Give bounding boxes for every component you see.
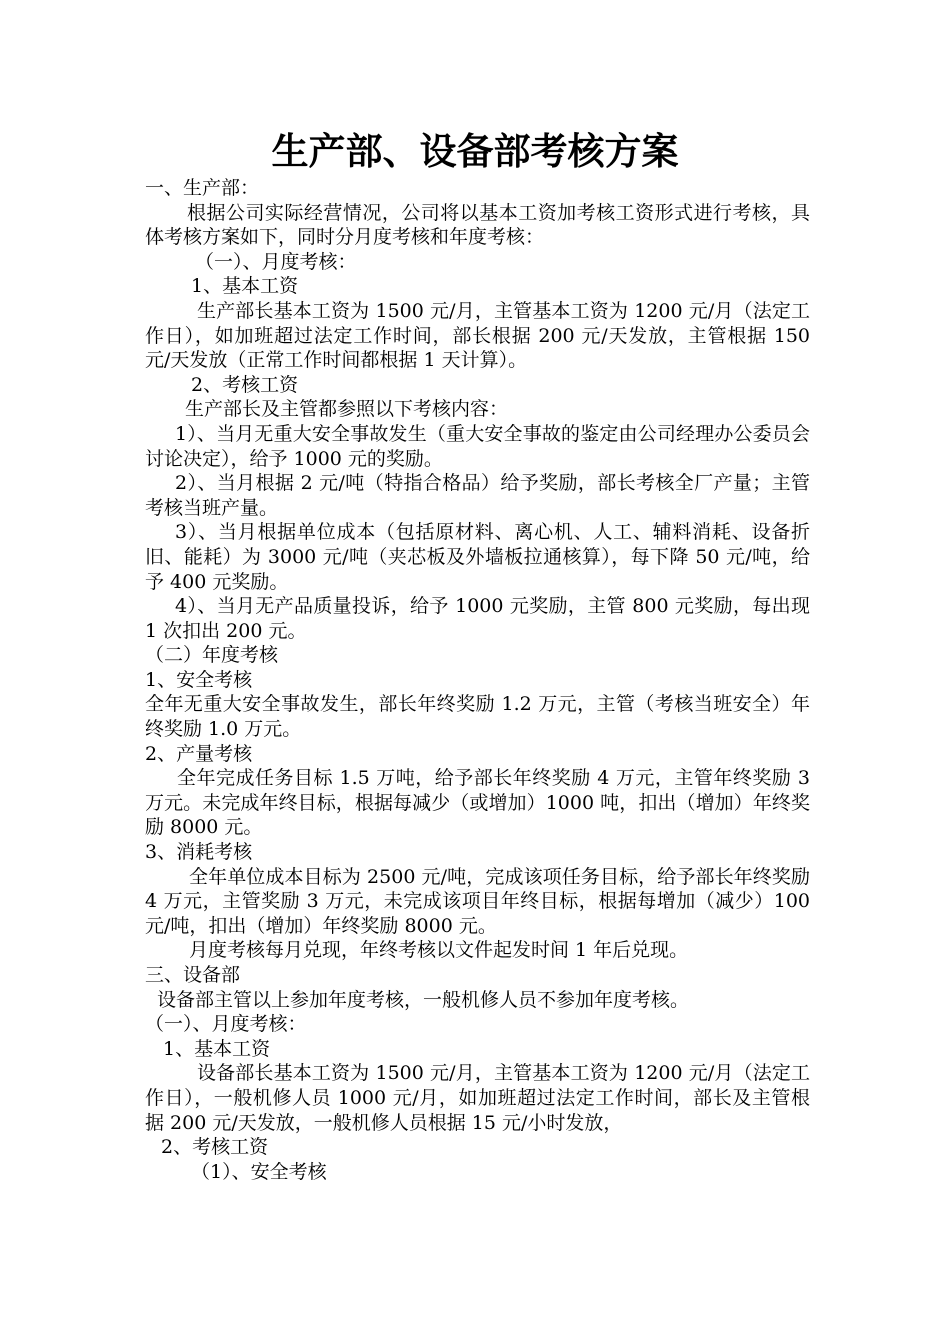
paragraph: 2、产量考核 — [145, 742, 253, 765]
paragraph: 三、设备部 — [145, 964, 241, 986]
paragraph: 2、考核工资 — [161, 1136, 269, 1159]
paragraph: 生产部长基本工资为 1500 元/月，主管基本工资为 1200 元/月（法定工作日），如加班超过法定工作时间，部长根据 200 元/天发放，主管根据 150 元/天发放（正常工作时间都根据 1 天计算）。 — [145, 299, 810, 372]
paragraph: 2）、当月根据 2 元/吨（特指合格品）给予奖励，部长考核全厂产量；主管考核当班产量。 — [145, 472, 810, 519]
paragraph: 1、基本工资 — [191, 275, 299, 298]
paragraph: 3、消耗考核 — [145, 841, 253, 864]
paragraph: 根据公司实际经营情况，公司将以基本工资加考核工资形式进行考核，具体考核方案如下，同时分月度考核和年度考核： — [145, 201, 810, 249]
document-body — [145, 176, 810, 1184]
paragraph: 4）、当月无产品质量投诉，给予 1000 元奖励，主管 800 元奖励，每出现 1 次扣出 200 元。 — [145, 595, 810, 642]
paragraph: 月度考核每月兑现，年终考核以文件起发时间 1 年后兑现。 — [189, 939, 689, 962]
paragraph: 生产部长及主管都参照以下考核内容： — [185, 398, 509, 421]
paragraph: 2、考核工资 — [191, 373, 299, 396]
paragraph: 一、生产部： — [145, 177, 260, 199]
paragraph: 全年单位成本目标为 2500 元/吨，完成该项任务目标，给予部长年终奖励 4 万元，主管奖励 3 万元，未完成该项目年终目标，根据每增加（减少）100 元/吨，扣出（增加）年终奖励 8000 元。 — [145, 865, 810, 937]
paragraph: 设备部主管以上参加年度考核，一般机修人员不参加年度考核。 — [157, 988, 690, 1011]
paragraph: （一）、月度考核： — [195, 250, 357, 273]
paragraph: 1、基本工资 — [163, 1037, 271, 1060]
paragraph: 1、安全考核 — [145, 668, 253, 691]
paragraph: 3）、当月根据单位成本（包括原材料、离心机、人工、辅料消耗、设备折旧、能耗）为 3000 元/吨（夹芯板及外墙板拉通核算），每下降 50 元/吨，给予 400 元奖励。 — [145, 521, 810, 593]
paragraph: 设备部长基本工资为 1500 元/月，主管基本工资为 1200 元/月（法定工作日），一般机修人员 1000 元/月，如加班超过法定工作时间，部长及主管根据 200 元/天发放，一般机修人员根据 15 元/小时发放， — [145, 1062, 810, 1134]
paragraph: 全年完成任务目标 1.5 万吨，给予部长年终奖励 4 万元，主管年终奖励 3 万元。未完成年终目标，根据每减少（或增加）1000 吨，扣出（增加）年终奖励 8000 元。 — [145, 767, 810, 839]
paragraph: （二）年度考核 — [145, 644, 279, 667]
paragraph: 全年无重大安全事故发生，部长年终奖励 1.2 万元，主管（考核当班安全）年终奖励 1.0 万元。 — [145, 693, 810, 741]
paragraph: （一）、月度考核： — [145, 1013, 307, 1036]
paragraph: 1）、当月无重大安全事故发生（重大安全事故的鉴定由公司经理办公委员会讨论决定），给予 1000 元的奖励。 — [145, 422, 810, 470]
paragraph: （1）、安全考核 — [191, 1160, 327, 1183]
document-title: 生产部、设备部考核方案 — [271, 130, 679, 173]
